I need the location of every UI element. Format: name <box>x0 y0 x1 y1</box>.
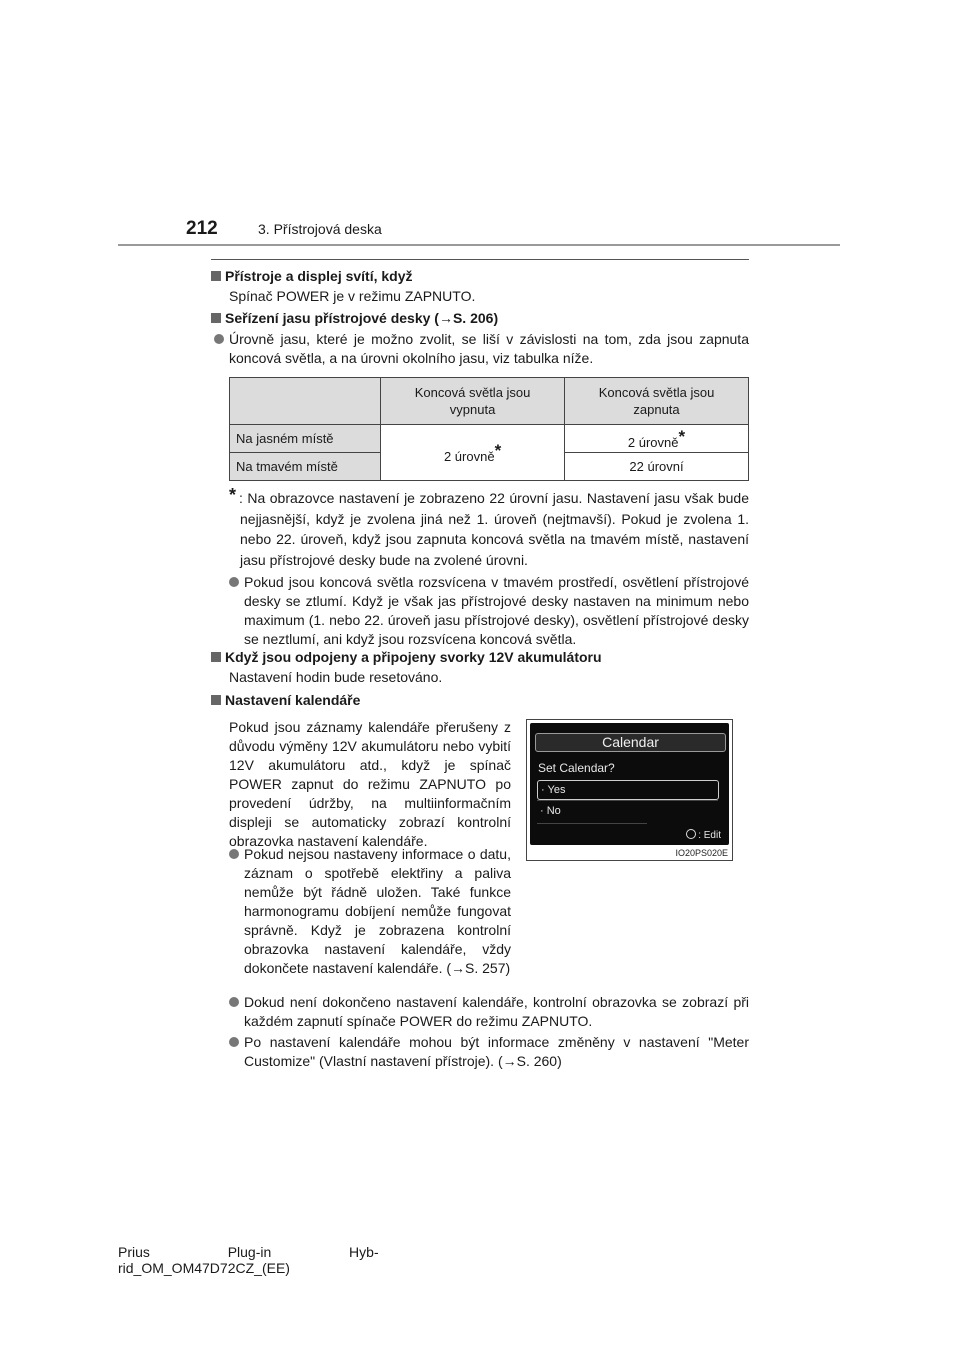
round-bullet-icon <box>229 577 239 587</box>
heading-text: Když jsou odpojeny a připojeny svorky 12V akumulátoru <box>225 649 602 665</box>
bullet-text: Dokud není dokončeno nastavení kalendáře, kontrolní obrazovka se zobrazí při každém zapnutí spínače POWER do režimu ZAPNUTO. <box>244 994 749 1029</box>
cell-dark-lights-on: 22 úrovní <box>565 453 749 481</box>
round-bullet-icon <box>229 1037 239 1047</box>
calendar-title: Calendar <box>535 733 726 752</box>
square-bullet-icon <box>211 313 221 323</box>
bullet-meter-customize <box>244 1033 749 1071</box>
heading-text: Nastavení kalendáře <box>225 692 361 708</box>
square-bullet-icon <box>211 271 221 281</box>
table-header-lights-on: Koncová světla jsou zapnuta <box>565 378 749 425</box>
section-heading-battery <box>211 649 602 665</box>
cell-value: 2 úrovně <box>627 435 679 450</box>
table-corner-cell <box>230 378 381 425</box>
table-row <box>230 425 749 453</box>
row-label-dark-place: Na tmavém místě <box>230 453 381 481</box>
calendar-screen-illustration <box>526 719 733 861</box>
footnote-mark: * <box>229 485 237 505</box>
asterisk-mark: * <box>678 427 686 446</box>
display-panel <box>530 723 729 845</box>
section-heading-display <box>211 268 413 284</box>
header-rule <box>118 244 840 246</box>
footnote-block <box>229 485 749 570</box>
calendar-intro-text: Pokud jsou záznamy kalendáře přerušeny z důvodu výměny 12V akumulátoru nebo vybití 12V akumulátoru atd., když je spínač POWER zapnut do režimu ZAPNUTO po provedení údržby, na multiinformačním displeji se automaticky zobrazí kontrolní obrazovka nastavení kalendáře. <box>229 719 511 849</box>
bullet-text: Úrovně jasu, které je možno zvolit, se liší v závislosti na tom, zda jsou zapnuta koncová světla, a na úrovni okolního jasu, viz tabulka níže. <box>229 331 749 366</box>
footnote-text: : Na obrazovce nastavení je zobrazeno 22 úrovní jasu. Nastavení jasu však bude nejjasnější, když je zvolena jiná než 1. úroveň (nejtmavší). Pokud je zvolena 1. nebo 22. úroveň, když jsou zapnuta koncová světla na tmavém místě, nastavení jasu přístrojové desky bude na zvolené úrovni. <box>239 490 749 568</box>
option-divider <box>537 823 647 824</box>
section-rule <box>211 259 749 260</box>
bullet-text: Pokud nejsou nastaveny informace o datu, záznam o spotřebě elektřiny a paliva nemůže být řádně uložen. Také funkce harmonogramu dobíjení nemůže fungovat správně. Když je zobrazena kontrolní obrazovka nastavení kalendáře, vždy dokončete nastavení kalendáře. (→S. 257) <box>244 846 511 976</box>
brightness-levels-table <box>229 377 749 481</box>
round-bullet-icon <box>214 334 224 344</box>
round-bullet-icon <box>229 997 239 1007</box>
section-heading-calendar <box>211 692 360 708</box>
dial-icon <box>686 829 696 839</box>
cell-bright-lights-on <box>565 425 749 453</box>
option-divider <box>537 800 718 801</box>
footer-line-2: rid_OM_OM47D72CZ_(EE) <box>118 1260 290 1276</box>
option-no: · No <box>540 805 561 817</box>
bullet-dimming <box>244 573 749 649</box>
row-label-bright-place: Na jasném místě <box>230 425 381 453</box>
square-bullet-icon <box>211 652 221 662</box>
image-code: IO20PS020E <box>675 848 728 858</box>
heading-text: Seřízení jasu přístrojové desky (→S. 206) <box>225 310 499 326</box>
bullet-calendar-incomplete <box>244 993 749 1031</box>
page-number: 212 <box>186 218 218 239</box>
heading-text: Přístroje a displej svítí, když <box>225 268 413 284</box>
bullet-text: Po nastavení kalendáře mohou být informace změněny v nastavení "Meter Customize" (Vlastní nastavení přístroje). (→S. 260) <box>244 1034 749 1069</box>
set-calendar-question: Set Calendar? <box>538 761 615 775</box>
table-header-row <box>230 378 749 425</box>
section-text-battery: Nastavení hodin bude resetováno. <box>229 669 443 685</box>
cell-merged-lights-off <box>381 425 565 481</box>
bullet-brightness-levels <box>229 330 749 368</box>
edit-hint: : Edit <box>686 829 721 841</box>
bullet-calendar-info <box>244 845 511 978</box>
cell-value: 2 úrovně <box>443 449 495 464</box>
table-header-lights-off: Koncová světla jsou vypnuta <box>381 378 565 425</box>
section-heading-brightness <box>211 310 498 326</box>
bullet-text: Pokud jsou koncová světla rozsvícena v tmavém prostředí, osvětlení přístrojové desky se ztlumí. Když je však jas přístrojové desky nastaven na minimum nebo maximum (1. nebo 22. úroveň jasu přístrojové desky), osvětlení přístrojové desky se neztlumí, ani když jsou rozsvícena koncová světla. <box>244 574 749 647</box>
round-bullet-icon <box>229 849 239 859</box>
section-text-display: Spínač POWER je v režimu ZAPNUTO. <box>229 288 476 304</box>
chapter-title: 3. Přístrojová deska <box>258 221 382 237</box>
square-bullet-icon <box>211 695 221 705</box>
asterisk-mark: * <box>494 441 502 460</box>
option-yes: · Yes <box>537 780 719 800</box>
footer-line-1: Prius Plug-in Hyb- <box>118 1244 379 1260</box>
